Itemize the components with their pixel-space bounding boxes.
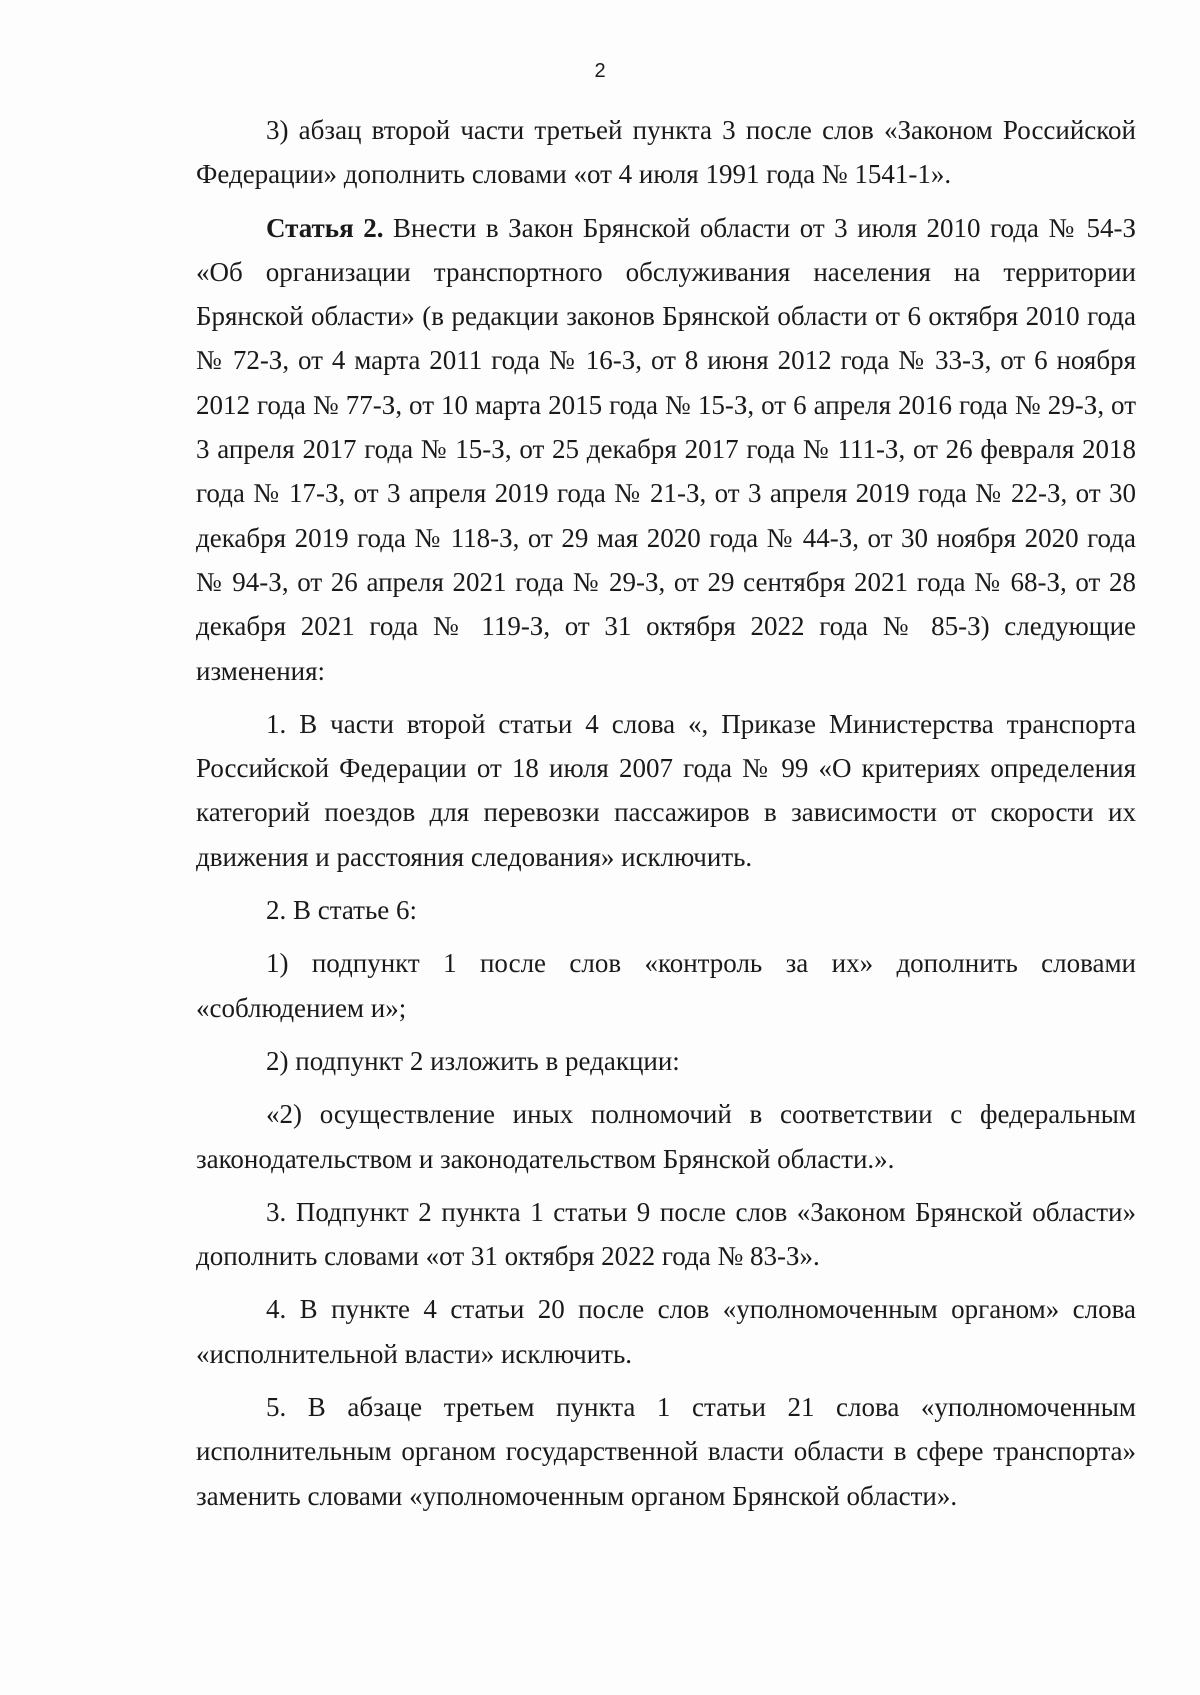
article-2-text: Внести в Закон Брянской области от 3 июля 2010 года № 54-З «Об организации транспортного обслуживания населения на территории Брянской области» (в редакции законов Брянской области от 6 октября 2010 года № 72-З, от 4 марта 2011 года № 16-З, от 8 июня 2012 года № 33-З, от 6 ноября 2012 года № 77-З, от 10 марта 2015 года № 15-З, от 6 апреля 2016 года № 29-З, от 3 апреля 2017 года № 15-З, от 25 декабря 2017 года № 111-З, от 26 февраля 2018 года № 17-З, от 3 апреля 2019 года № 21-З, от 3 апреля 2019 года № 22-З, от 30 декабря 2019 года № 118-З, от 29 мая 2020 года № 44-З, от 30 ноября 2020 года № 94-З, от 26 апреля 2021 года № 29-З, от 29 сентября 2021 года № 68-З, от 28 декабря 2021 года № 119-З, от 31 октября 2022 года № 85-З) следующие изменения: [196,212,1137,686]
article-2-label: Статья 2. [266,212,384,243]
paragraph-item-3: 3. Подпункт 2 пункта 1 статьи 9 после слов «Законом Брянской области» дополнить словами «от 31 октября 2022 года № 83-З». [196,1196,1136,1272]
paragraph-item-5: 5. В абзаце третьем пункта 1 статьи 21 слова «уполномоченным исполнительным органом государственной власти области в сфере транспорта» заменить словами «уполномоченным органом Брянской области». [196,1392,1136,1511]
paragraph-item-2-sub-2-text: «2) осуществление иных полномочий в соответствии с федеральным законодательством и законодательством Брянской области.». [196,1099,1136,1174]
paragraph-item-1: 1. В части второй статьи 4 слова «, Приказе Министерства транспорта Российской Федерации от 18 июля 2007 года № 99 «О критериях определения категорий поездов для перевозки пассажиров в зависимости от скорости их движения и расстояния следования» исключить. [196,708,1136,872]
page-number: 2 [594,60,606,82]
paragraph-item-2-sub-2: 2) подпункт 2 изложить в редакции: [266,1045,680,1076]
document-body [196,108,1136,1518]
paragraph-item-4: 4. В пункте 4 статьи 20 после слов «уполномоченным органом» слова «исполнительной власти» исключить. [196,1294,1136,1369]
paragraph-item-2-sub-1: 1) подпункт 1 после слов «контроль за их» дополнить словами «соблюдением и»; [196,948,1136,1023]
paragraph-article-2 [196,206,1136,693]
paragraph-item-2: 2. В статье 6: [266,895,418,926]
paragraph-amendment-3: 3) абзац второй части третьей пункта 3 после слов «Законом Российской Федерации» дополнить словами «от 4 июля 1991 года № 1541-1». [196,115,1136,190]
